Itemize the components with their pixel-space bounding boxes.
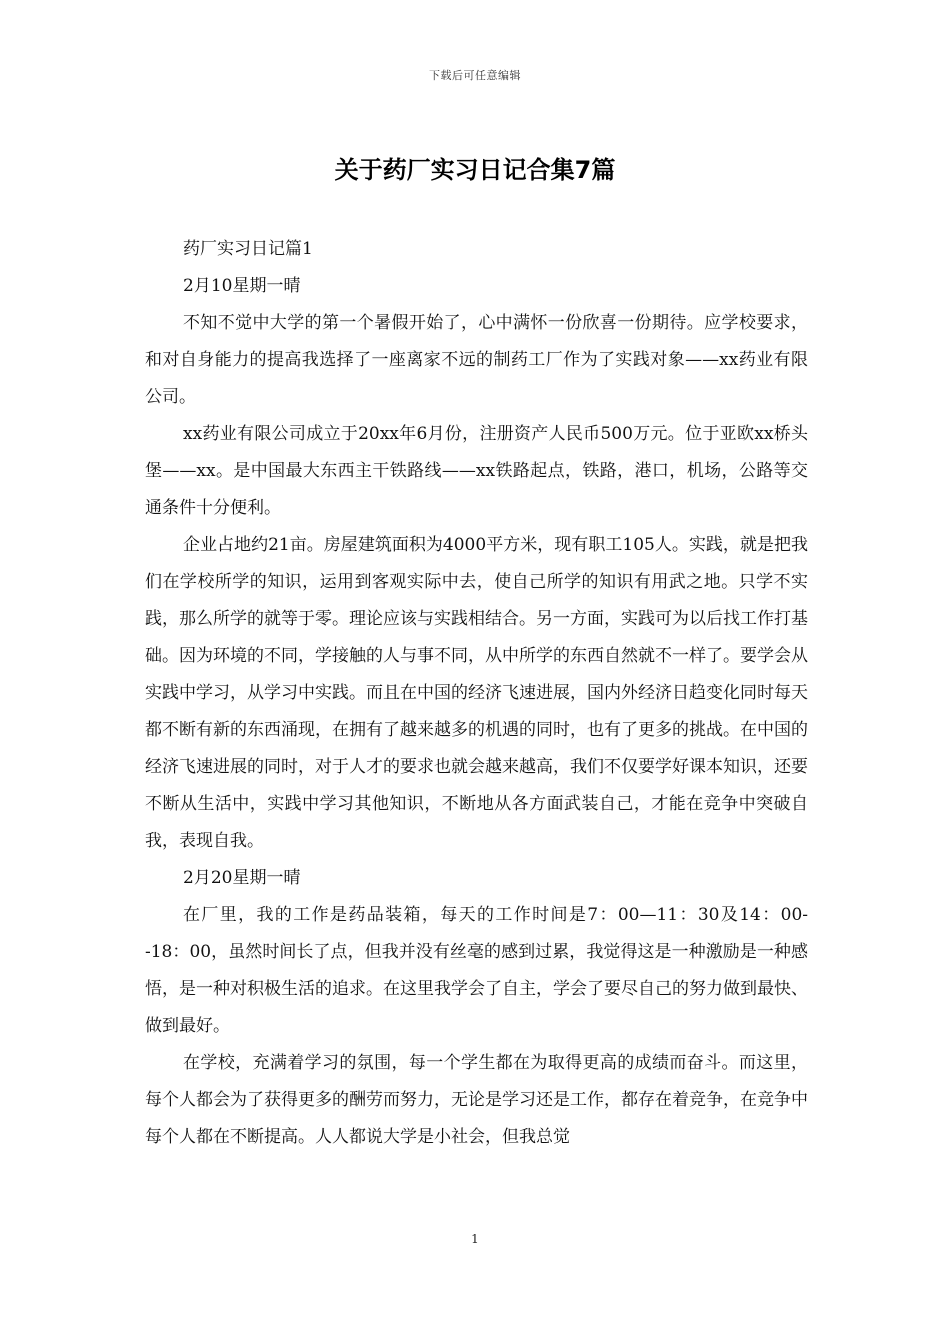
diary-date: 2月20星期一晴 [183,868,301,888]
section-heading: 药厂实习日记篇1 [183,239,313,259]
document-body [145,231,808,1156]
paragraph: 企业占地约21亩。房屋建筑面积为4000平方米，现有职工105人。实践，就是把我们在学校所学的知识，运用到客观实际中去，使自己所学的知识有用武之地。只学不实践，那么所学的就等于零。理论应该与实践相结合。另一方面，实践可为以后找工作打基础。因为环境的不同，学接触的人与事不同，从中所学的东西自然就不一样了。要学会从实践中学习，从学习中实践。而且在中国的经济飞速进展，国内外经济日趋变化同时每天都不断有新的东西涌现，在拥有了越来越多的机遇的同时，也有了更多的挑战。在中国的经济飞速进展的同时，对于人才的要求也就会越来越高，我们不仅要学好课本知识，还要不断从生活中，实践中学习其他知识，不断地从各方面武装自己，才能在竞争中突破自我，表现自我。 [145,535,808,851]
document-title: 关于药厂实习日记合集7篇 [334,156,616,184]
paragraph: 不知不觉中大学的第一个暑假开始了，心中满怀一份欣喜一份期待。应学校要求，和对自身能力的提高我选择了一座离家不远的制药工厂作为了实践对象——xx药业有限公司。 [145,313,808,407]
page-number: 1 [471,1232,479,1246]
paragraph: 在厂里，我的工作是药品装箱，每天的工作时间是7：00—11：30及14：00--18：00，虽然时间长了点，但我并没有丝毫的感到过累，我觉得这是一种激励是一种感悟，是一种对积极生活的追求。在这里我学会了自主，学会了要尽自己的努力做到最快、做到最好。 [145,905,808,1036]
page-header-note: 下载后可任意编辑 [429,69,521,82]
diary-date: 2月10星期一晴 [183,276,301,296]
paragraph: 在学校，充满着学习的氛围，每一个学生都在为取得更高的成绩而奋斗。而这里，每个人都会为了获得更多的酬劳而努力，无论是学习还是工作，都存在着竞争，在竞争中每个人都在不断提高。人人都说大学是小社会，但我总觉 [145,1053,808,1147]
paragraph: xx药业有限公司成立于20xx年6月份，注册资产人民币500万元。位于亚欧xx桥头堡——xx。是中国最大东西主干铁路线——xx铁路起点，铁路，港口，机场，公路等交通条件十分便利。 [145,424,808,518]
